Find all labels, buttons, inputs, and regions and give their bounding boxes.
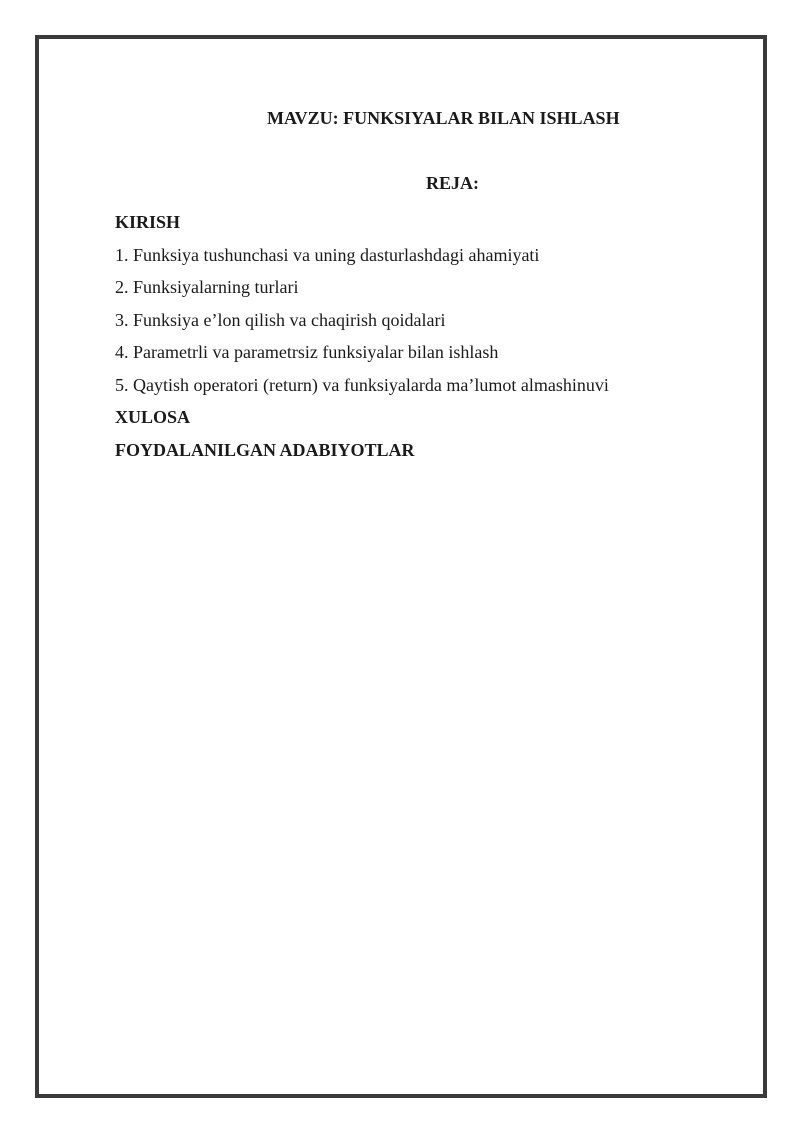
plan-heading: REJA: <box>426 173 479 193</box>
plan-item-references: FOYDALANILGAN ADABIYOTLAR <box>115 439 415 460</box>
plan-item-introduction: KIRISH <box>115 212 181 232</box>
plan-item-1: 1. Funksiya tushunchasi va uning dasturlashdagi ahamiyati <box>115 244 540 265</box>
plan-item-5: 5. Qaytish operatori (return) va funksiyalarda ma’lumot almashinuvi <box>115 374 609 395</box>
plan-item-3: 3. Funksiya e’lon qilish va chaqirish qoidalari <box>115 309 446 330</box>
plan-item-conclusion: XULOSA <box>115 407 191 427</box>
document-title: MAVZU: FUNKSIYALAR BILAN ISHLASH <box>267 108 620 128</box>
plan-item-4: 4. Parametrli va parametrsiz funksiyalar bilan ishlash <box>115 342 499 362</box>
plan-list <box>115 206 609 466</box>
page-border <box>35 35 767 1098</box>
plan-item-2: 2. Funksiyalarning turlari <box>115 277 299 297</box>
